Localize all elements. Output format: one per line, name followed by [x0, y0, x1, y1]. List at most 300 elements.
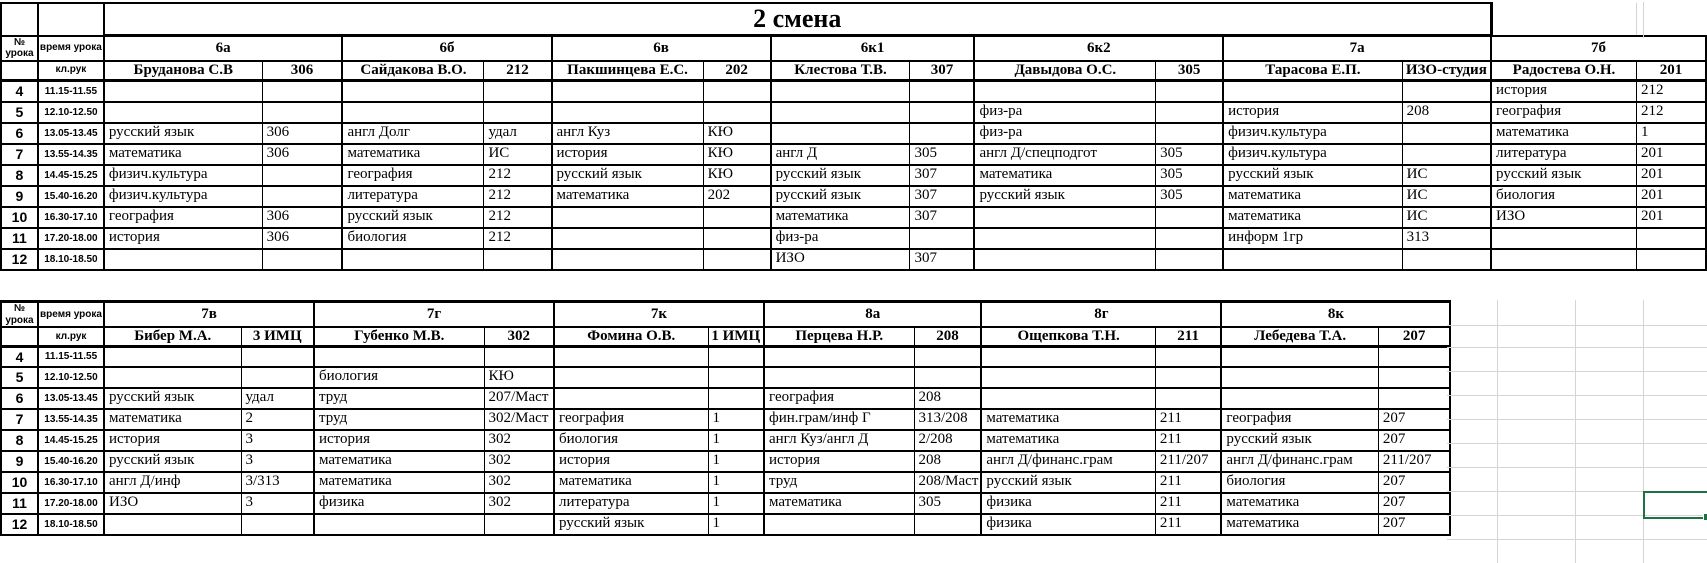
subject-cell[interactable]: русский язык — [771, 165, 910, 186]
subject-cell[interactable]: математика — [1223, 207, 1402, 228]
room-header[interactable]: 207 — [1378, 327, 1450, 347]
room-cell[interactable]: 212 — [1636, 80, 1706, 102]
room-cell[interactable] — [914, 367, 981, 388]
subject-cell[interactable] — [342, 80, 484, 102]
subject-cell[interactable]: труд — [314, 409, 484, 430]
time-cell[interactable]: 18.10-18.50 — [38, 514, 104, 535]
room-cell[interactable] — [484, 102, 552, 123]
teacher-header[interactable]: Губенко М.В. — [314, 327, 484, 347]
room-cell[interactable] — [1156, 123, 1223, 144]
subject-cell[interactable]: математика — [552, 186, 704, 207]
class-header[interactable]: 7а — [1223, 36, 1491, 61]
subject-cell[interactable] — [342, 102, 484, 123]
room-header[interactable]: 211 — [1155, 327, 1221, 347]
subject-cell[interactable] — [104, 249, 262, 270]
subject-cell[interactable]: русский язык — [1491, 165, 1636, 186]
subject-cell[interactable]: физич.культура — [1223, 123, 1402, 144]
room-cell[interactable]: КЮ — [703, 144, 771, 165]
subject-cell[interactable]: литература — [1491, 144, 1636, 165]
room-cell[interactable] — [1156, 228, 1223, 249]
room-cell[interactable]: 212 — [484, 228, 552, 249]
room-cell[interactable] — [703, 249, 771, 270]
teacher-header[interactable]: Фомина О.В. — [554, 327, 708, 347]
room-cell[interactable]: 207 — [1378, 514, 1450, 535]
room-cell[interactable] — [484, 80, 552, 102]
subject-cell[interactable]: математика — [771, 207, 910, 228]
room-cell[interactable]: 202 — [703, 186, 771, 207]
subject-cell[interactable]: история — [1223, 102, 1402, 123]
subject-cell[interactable]: математика — [764, 493, 914, 514]
room-cell[interactable]: 208 — [914, 451, 981, 472]
time-cell[interactable]: 12.10-12.50 — [38, 102, 104, 123]
time-cell[interactable]: 16.30-17.10 — [38, 207, 104, 228]
subject-cell[interactable] — [104, 367, 241, 388]
subject-cell[interactable] — [104, 347, 241, 367]
subject-cell[interactable]: математика — [314, 451, 484, 472]
room-cell[interactable] — [484, 347, 554, 367]
room-cell[interactable] — [1402, 249, 1491, 270]
subject-cell[interactable] — [554, 367, 708, 388]
subject-cell[interactable] — [1491, 249, 1636, 270]
time-header[interactable]: время урока — [38, 302, 104, 328]
subject-cell[interactable] — [1221, 388, 1378, 409]
room-cell[interactable] — [241, 347, 314, 367]
time-cell[interactable]: 15.40-16.20 — [38, 186, 104, 207]
subject-cell[interactable]: ИЗО — [104, 493, 241, 514]
room-cell[interactable] — [914, 347, 981, 367]
room-cell[interactable]: 1 — [708, 514, 764, 535]
class-header[interactable]: 6к1 — [771, 36, 975, 61]
subject-cell[interactable]: фин.грам/инф Г — [764, 409, 914, 430]
selected-cell[interactable] — [1643, 491, 1707, 519]
time-cell[interactable]: 14.45-15.25 — [38, 165, 104, 186]
room-cell[interactable]: 307 — [910, 165, 975, 186]
lesson-number-cell[interactable]: 10 — [1, 207, 38, 228]
room-cell[interactable]: ИС — [1402, 186, 1491, 207]
room-header[interactable]: 202 — [703, 61, 771, 81]
room-cell[interactable] — [1156, 249, 1223, 270]
room-cell[interactable]: 208 — [914, 388, 981, 409]
subject-cell[interactable]: физ-ра — [771, 228, 910, 249]
subject-cell[interactable] — [554, 388, 708, 409]
subject-cell[interactable]: история — [552, 144, 704, 165]
subject-cell[interactable]: история — [1491, 80, 1636, 102]
subject-cell[interactable] — [552, 249, 704, 270]
class-header[interactable]: 8г — [981, 302, 1221, 328]
subject-cell[interactable] — [104, 514, 241, 535]
subject-cell[interactable]: история — [314, 430, 484, 451]
room-cell[interactable] — [1402, 123, 1491, 144]
room-cell[interactable]: КЮ — [484, 367, 554, 388]
subject-cell[interactable]: русский язык — [1223, 165, 1402, 186]
lesson-number-cell[interactable]: 7 — [1, 409, 38, 430]
room-cell[interactable] — [262, 186, 342, 207]
subject-cell[interactable] — [771, 102, 910, 123]
room-cell[interactable]: 302 — [484, 472, 554, 493]
lesson-number-cell[interactable]: 10 — [1, 472, 38, 493]
room-cell[interactable] — [703, 80, 771, 102]
room-cell[interactable]: 3/313 — [241, 472, 314, 493]
subject-cell[interactable] — [1491, 228, 1636, 249]
subject-cell[interactable]: англ Д — [771, 144, 910, 165]
lesson-number-cell[interactable]: 8 — [1, 430, 38, 451]
room-cell[interactable]: 305 — [1156, 186, 1223, 207]
room-cell[interactable] — [910, 228, 975, 249]
lesson-number-cell[interactable]: 5 — [1, 367, 38, 388]
subject-cell[interactable]: история — [554, 451, 708, 472]
room-cell[interactable] — [1636, 249, 1706, 270]
subject-cell[interactable]: литература — [342, 186, 484, 207]
room-header[interactable]: 305 — [1156, 61, 1223, 81]
room-cell[interactable] — [708, 388, 764, 409]
room-cell[interactable] — [1402, 80, 1491, 102]
subject-cell[interactable] — [974, 207, 1155, 228]
room-cell[interactable] — [1402, 144, 1491, 165]
subject-cell[interactable]: русский язык — [771, 186, 910, 207]
room-cell[interactable]: 211 — [1155, 472, 1221, 493]
teacher-header[interactable]: Бруданова С.В — [104, 61, 262, 81]
room-cell[interactable]: 305 — [1156, 144, 1223, 165]
room-cell[interactable]: 212 — [484, 165, 552, 186]
subject-cell[interactable]: физич.культура — [104, 165, 262, 186]
lesson-number-header[interactable] — [1, 36, 38, 61]
time-cell[interactable]: 13.55-14.35 — [38, 144, 104, 165]
room-cell[interactable]: 307 — [910, 207, 975, 228]
time-cell[interactable]: 11.15-11.55 — [38, 347, 104, 367]
subject-cell[interactable]: русский язык — [104, 451, 241, 472]
teacher-header[interactable]: Тарасова Е.П. — [1223, 61, 1402, 81]
subject-cell[interactable]: математика — [314, 472, 484, 493]
teacher-header[interactable]: Клестова Т.В. — [771, 61, 910, 81]
subject-cell[interactable] — [764, 367, 914, 388]
subject-cell[interactable]: русский язык — [104, 123, 262, 144]
subject-cell[interactable]: история — [104, 430, 241, 451]
room-cell[interactable]: 1 — [708, 451, 764, 472]
room-cell[interactable]: 201 — [1636, 144, 1706, 165]
teacher-header[interactable]: Лебедева Т.А. — [1221, 327, 1378, 347]
subject-cell[interactable] — [1223, 80, 1402, 102]
empty-cell[interactable] — [1, 61, 38, 81]
subject-cell[interactable]: география — [1221, 409, 1378, 430]
room-cell[interactable]: 207 — [1378, 493, 1450, 514]
time-cell[interactable]: 12.10-12.50 — [38, 367, 104, 388]
subject-cell[interactable]: англ Куз/англ Д — [764, 430, 914, 451]
room-cell[interactable]: 211 — [1155, 430, 1221, 451]
subject-cell[interactable] — [771, 123, 910, 144]
subject-cell[interactable]: русский язык — [554, 514, 708, 535]
subject-cell[interactable]: математика — [104, 144, 262, 165]
subject-cell[interactable] — [771, 80, 910, 102]
room-cell[interactable] — [262, 165, 342, 186]
room-header[interactable]: 208 — [914, 327, 981, 347]
subject-cell[interactable]: география — [342, 165, 484, 186]
room-cell[interactable]: 313 — [1402, 228, 1491, 249]
teacher-header[interactable]: Пакшинцева Е.С. — [552, 61, 704, 81]
subject-cell[interactable] — [981, 367, 1155, 388]
room-cell[interactable]: 1 — [708, 493, 764, 514]
room-cell[interactable]: 307 — [910, 186, 975, 207]
homeroom-label[interactable]: кл.рук — [38, 327, 104, 347]
room-cell[interactable] — [1156, 207, 1223, 228]
room-cell[interactable]: 306 — [262, 228, 342, 249]
subject-cell[interactable]: биология — [342, 228, 484, 249]
room-cell[interactable]: 305 — [910, 144, 975, 165]
room-cell[interactable] — [708, 347, 764, 367]
teacher-header[interactable]: Бибер М.А. — [104, 327, 241, 347]
room-cell[interactable] — [1378, 347, 1450, 367]
room-cell[interactable]: 302 — [484, 451, 554, 472]
lesson-number-cell[interactable]: 7 — [1, 144, 38, 165]
time-cell[interactable]: 13.05-13.45 — [38, 123, 104, 144]
subject-cell[interactable] — [1221, 347, 1378, 367]
subject-cell[interactable]: математика — [974, 165, 1155, 186]
room-cell[interactable]: удал — [241, 388, 314, 409]
room-cell[interactable]: 211 — [1155, 493, 1221, 514]
lesson-number-cell[interactable]: 11 — [1, 493, 38, 514]
subject-cell[interactable]: математика — [554, 472, 708, 493]
room-cell[interactable]: 1 — [708, 472, 764, 493]
class-header[interactable]: 7к — [554, 302, 764, 328]
room-cell[interactable]: 211/207 — [1378, 451, 1450, 472]
subject-cell[interactable] — [552, 102, 704, 123]
room-cell[interactable]: 201 — [1636, 186, 1706, 207]
room-cell[interactable]: КЮ — [703, 123, 771, 144]
room-cell[interactable]: 3 — [241, 493, 314, 514]
subject-cell[interactable]: география — [554, 409, 708, 430]
subject-cell[interactable]: математика — [1221, 493, 1378, 514]
subject-cell[interactable]: русский язык — [552, 165, 704, 186]
class-header[interactable]: 6в — [552, 36, 771, 61]
subject-cell[interactable]: биология — [1491, 186, 1636, 207]
room-cell[interactable]: 207 — [1378, 472, 1450, 493]
empty-cell[interactable] — [1, 327, 38, 347]
lesson-number-cell[interactable]: 12 — [1, 249, 38, 270]
lesson-number-cell[interactable]: 4 — [1, 347, 38, 367]
room-cell[interactable]: 208 — [1402, 102, 1491, 123]
room-cell[interactable]: удал — [484, 123, 552, 144]
subject-cell[interactable] — [1221, 367, 1378, 388]
subject-cell[interactable]: история — [104, 228, 262, 249]
subject-cell[interactable]: литература — [554, 493, 708, 514]
subject-cell[interactable]: ИЗО — [1491, 207, 1636, 228]
subject-cell[interactable]: англ Д/инф — [104, 472, 241, 493]
time-cell[interactable]: 17.20-18.00 — [38, 228, 104, 249]
time-cell[interactable]: 18.10-18.50 — [38, 249, 104, 270]
subject-cell[interactable]: русский язык — [1221, 430, 1378, 451]
room-cell[interactable]: 313/208 — [914, 409, 981, 430]
room-cell[interactable]: 2 — [241, 409, 314, 430]
room-header[interactable]: 212 — [484, 61, 552, 81]
subject-cell[interactable] — [974, 80, 1155, 102]
corner-cell[interactable] — [1, 3, 38, 36]
subject-cell[interactable] — [314, 514, 484, 535]
room-cell[interactable] — [484, 249, 552, 270]
room-cell[interactable]: 306 — [262, 207, 342, 228]
corner-cell[interactable] — [38, 3, 104, 36]
subject-cell[interactable]: география — [1491, 102, 1636, 123]
lesson-number-cell[interactable]: 6 — [1, 388, 38, 409]
room-cell[interactable]: 305 — [1156, 165, 1223, 186]
room-cell[interactable] — [1155, 388, 1221, 409]
room-cell[interactable]: ИС — [484, 144, 552, 165]
subject-cell[interactable] — [552, 80, 704, 102]
teacher-header[interactable]: Перцева Н.Р. — [764, 327, 914, 347]
subject-cell[interactable]: русский язык — [974, 186, 1155, 207]
room-cell[interactable] — [262, 102, 342, 123]
room-cell[interactable]: 302 — [484, 493, 554, 514]
subject-cell[interactable]: труд — [764, 472, 914, 493]
subject-cell[interactable] — [104, 80, 262, 102]
subject-cell[interactable] — [104, 102, 262, 123]
subject-cell[interactable] — [974, 249, 1155, 270]
room-cell[interactable]: КЮ — [703, 165, 771, 186]
subject-cell[interactable]: русский язык — [104, 388, 241, 409]
subject-cell[interactable]: физ-ра — [974, 102, 1155, 123]
room-cell[interactable]: 1 — [708, 409, 764, 430]
time-cell[interactable]: 15.40-16.20 — [38, 451, 104, 472]
subject-cell[interactable] — [554, 347, 708, 367]
room-cell[interactable]: 212 — [484, 207, 552, 228]
subject-cell[interactable]: география — [764, 388, 914, 409]
class-header[interactable]: 6к2 — [974, 36, 1223, 61]
page-title[interactable]: 2 смена — [104, 3, 1491, 36]
room-cell[interactable]: 207 — [1378, 430, 1450, 451]
room-cell[interactable]: 211 — [1155, 514, 1221, 535]
subject-cell[interactable]: русский язык — [342, 207, 484, 228]
room-cell[interactable] — [1378, 388, 1450, 409]
room-cell[interactable]: 3 — [241, 451, 314, 472]
subject-cell[interactable] — [764, 347, 914, 367]
class-header[interactable]: 8к — [1221, 302, 1450, 328]
lesson-number-cell[interactable]: 9 — [1, 186, 38, 207]
room-cell[interactable]: 307 — [910, 249, 975, 270]
subject-cell[interactable]: англ Долг — [342, 123, 484, 144]
room-cell[interactable] — [262, 249, 342, 270]
subject-cell[interactable]: история — [764, 451, 914, 472]
room-header[interactable]: 302 — [484, 327, 554, 347]
room-cell[interactable] — [484, 514, 554, 535]
room-cell[interactable]: ИС — [1402, 207, 1491, 228]
subject-cell[interactable]: труд — [314, 388, 484, 409]
room-cell[interactable] — [1156, 102, 1223, 123]
time-cell[interactable]: 14.45-15.25 — [38, 430, 104, 451]
room-cell[interactable] — [703, 207, 771, 228]
room-cell[interactable] — [241, 367, 314, 388]
room-cell[interactable]: 201 — [1636, 207, 1706, 228]
time-header[interactable]: время урока — [38, 36, 104, 61]
subject-cell[interactable]: математика — [981, 430, 1155, 451]
room-header[interactable]: 3 ИМЦ — [241, 327, 314, 347]
class-header[interactable]: 7б — [1491, 36, 1706, 61]
lesson-number-cell[interactable]: 5 — [1, 102, 38, 123]
room-cell[interactable] — [703, 228, 771, 249]
class-header[interactable]: 6б — [342, 36, 551, 61]
subject-cell[interactable] — [974, 228, 1155, 249]
room-cell[interactable]: 212 — [484, 186, 552, 207]
room-cell[interactable] — [262, 80, 342, 102]
subject-cell[interactable]: физика — [314, 493, 484, 514]
room-cell[interactable]: 207 — [1378, 409, 1450, 430]
room-header[interactable]: 306 — [262, 61, 342, 81]
room-cell[interactable]: 306 — [262, 123, 342, 144]
lesson-number-cell[interactable]: 8 — [1, 165, 38, 186]
subject-cell[interactable]: физика — [981, 514, 1155, 535]
room-cell[interactable]: 208/Маст — [914, 472, 981, 493]
room-cell[interactable] — [910, 102, 975, 123]
subject-cell[interactable]: биология — [1221, 472, 1378, 493]
subject-cell[interactable]: англ Д/спецподгот — [974, 144, 1155, 165]
room-cell[interactable]: 2/208 — [914, 430, 981, 451]
lesson-number-header[interactable] — [1, 302, 38, 328]
empty-cell[interactable] — [1491, 3, 1636, 36]
room-cell[interactable]: 201 — [1636, 165, 1706, 186]
subject-cell[interactable]: информ 1гр — [1223, 228, 1402, 249]
room-cell[interactable] — [703, 102, 771, 123]
room-cell[interactable] — [914, 514, 981, 535]
lesson-number-cell[interactable]: 12 — [1, 514, 38, 535]
teacher-header[interactable]: Радостева О.Н. — [1491, 61, 1636, 81]
room-header[interactable]: ИЗО-студия — [1402, 61, 1491, 81]
teacher-header[interactable]: Сайдакова В.О. — [342, 61, 484, 81]
class-header[interactable]: 7в — [104, 302, 314, 328]
room-cell[interactable] — [1378, 367, 1450, 388]
time-cell[interactable]: 13.05-13.45 — [38, 388, 104, 409]
empty-cell[interactable] — [1636, 3, 1706, 36]
subject-cell[interactable]: математика — [104, 409, 241, 430]
room-cell[interactable] — [910, 123, 975, 144]
subject-cell[interactable]: ИЗО — [771, 249, 910, 270]
time-cell[interactable]: 13.55-14.35 — [38, 409, 104, 430]
teacher-header[interactable]: Давыдова О.С. — [974, 61, 1155, 81]
time-cell[interactable]: 11.15-11.55 — [38, 80, 104, 102]
room-header[interactable]: 201 — [1636, 61, 1706, 81]
room-cell[interactable]: 212 — [1636, 102, 1706, 123]
subject-cell[interactable]: англ Д/финанс.грам — [981, 451, 1155, 472]
subject-cell[interactable]: англ Д/финанс.грам — [1221, 451, 1378, 472]
room-cell[interactable]: 305 — [914, 493, 981, 514]
subject-cell[interactable]: физ-ра — [974, 123, 1155, 144]
class-header[interactable]: 8а — [764, 302, 981, 328]
subject-cell[interactable] — [552, 207, 704, 228]
subject-cell[interactable]: математика — [1491, 123, 1636, 144]
room-cell[interactable]: 1 — [708, 430, 764, 451]
class-header[interactable]: 7г — [314, 302, 554, 328]
room-cell[interactable] — [1156, 80, 1223, 102]
subject-cell[interactable]: физич.культура — [1223, 144, 1402, 165]
subject-cell[interactable]: русский язык — [981, 472, 1155, 493]
room-cell[interactable]: ИС — [1402, 165, 1491, 186]
room-cell[interactable]: 302/Маст — [484, 409, 554, 430]
lesson-number-cell[interactable]: 9 — [1, 451, 38, 472]
subject-cell[interactable] — [552, 228, 704, 249]
room-cell[interactable] — [910, 80, 975, 102]
class-header[interactable]: 6а — [104, 36, 343, 61]
subject-cell[interactable]: физич.культура — [104, 186, 262, 207]
room-cell[interactable] — [1155, 347, 1221, 367]
subject-cell[interactable] — [981, 347, 1155, 367]
room-cell[interactable] — [241, 514, 314, 535]
lesson-number-cell[interactable]: 6 — [1, 123, 38, 144]
homeroom-label[interactable]: кл.рук — [38, 61, 104, 81]
room-cell[interactable]: 211/207 — [1155, 451, 1221, 472]
time-cell[interactable]: 17.20-18.00 — [38, 493, 104, 514]
subject-cell[interactable]: англ Куз — [552, 123, 704, 144]
subject-cell[interactable] — [764, 514, 914, 535]
subject-cell[interactable]: математика — [981, 409, 1155, 430]
room-cell[interactable] — [708, 367, 764, 388]
room-cell[interactable]: 211 — [1155, 409, 1221, 430]
subject-cell[interactable]: физика — [981, 493, 1155, 514]
